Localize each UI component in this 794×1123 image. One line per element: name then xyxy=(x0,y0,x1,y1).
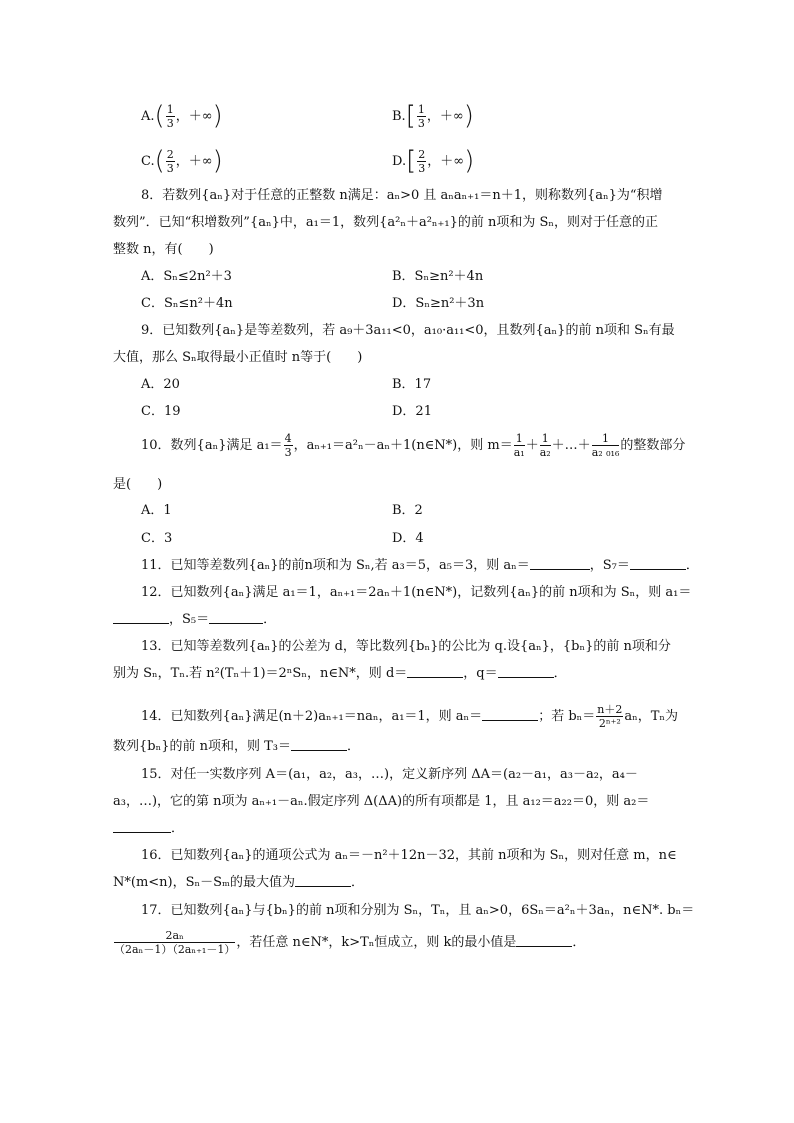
fraction xyxy=(166,149,175,174)
option-label: B. xyxy=(392,109,406,124)
denominator: 2ⁿ⁺² xyxy=(598,717,621,730)
q14-stem-line2 xyxy=(113,738,360,756)
q14-text-post2: ． xyxy=(347,739,361,754)
q17-text-post: ，若任意 n∈N*，k>Tₙ恒成立，则 k的最小值是 xyxy=(236,935,517,950)
q17-stem-line2 xyxy=(113,930,585,955)
answer-blank[interactable] xyxy=(113,820,171,833)
q13-stem-line2 xyxy=(113,665,567,683)
q8-stem-line2: 数列”．已知“积增数列”{aₙ}中，a₁＝1，数列{a²ₙ＋a²ₙ₊₁}的前 n项和为 Sₙ，则对于任意的正 xyxy=(113,215,659,230)
left-bracket: [ xyxy=(406,146,417,176)
q11-text-mid: ，S₇＝ xyxy=(589,558,630,573)
q15-stem-line1: 15．对任一实数序列 A＝(a₁，a₂，a₃，…)，定义新序列 ΔA＝(a₂－a₁，a₃－a₂，a₄－ xyxy=(141,767,638,782)
q10-option-b: B．2 xyxy=(392,503,423,518)
q12-text-post: ． xyxy=(263,612,277,627)
option-rest: ，＋∞ xyxy=(175,154,213,169)
numerator: n＋2 xyxy=(597,703,623,716)
q13-stem-line1: 13．已知等差数列{aₙ}的公差为 d，等比数列{bₙ}的公比为 q.设{aₙ}，{bₙ}的前 n项和分 xyxy=(141,639,671,654)
fraction xyxy=(592,433,620,458)
q8-option-a: A．Sₙ≤2n²＋3 xyxy=(141,269,232,284)
q10-text-pre: 10．数列{aₙ}满足 a₁＝ xyxy=(141,438,283,453)
numerator: 1 xyxy=(417,103,425,116)
fraction xyxy=(417,104,426,129)
q8-stem-line1: 8．若数列{aₙ}对于任意的正整数 n满足：aₙ>0 且 aₙaₙ₊₁＝n＋1，则称数列{aₙ}为“积增 xyxy=(141,188,663,203)
answer-blank[interactable] xyxy=(209,611,263,624)
numerator: 2 xyxy=(166,148,174,161)
answer-blank[interactable] xyxy=(516,934,572,947)
denominator: a₂ xyxy=(539,446,551,459)
denominator: 3 xyxy=(418,162,426,175)
right-paren: ) xyxy=(212,146,223,176)
left-bracket: [ xyxy=(405,101,416,131)
q16-text-post: ． xyxy=(351,875,365,890)
answer-blank[interactable] xyxy=(498,665,554,678)
q14-text-mid: ；若 bₙ＝ xyxy=(538,709,596,724)
option-label: D. xyxy=(392,154,407,169)
q9-option-c: C．19 xyxy=(141,404,181,419)
q11-text-post: ． xyxy=(685,558,699,573)
q10-option-d: D．4 xyxy=(392,531,424,546)
option-label: C. xyxy=(141,154,155,169)
plus-sign: ＋ xyxy=(525,438,539,453)
numerator: 1 xyxy=(166,103,174,116)
denominator: a₁ xyxy=(513,446,525,459)
option-label: A. xyxy=(141,109,155,124)
left-paren: ( xyxy=(154,146,165,176)
q10-stem-line1 xyxy=(141,433,685,458)
q10-stem-line2: 是( ) xyxy=(113,477,163,492)
q7-option-a xyxy=(141,101,223,131)
q7-option-d xyxy=(392,146,475,176)
q16-stem-line2 xyxy=(113,874,364,892)
q9-option-a: A．20 xyxy=(141,377,180,392)
q14-text-pre: 14．已知数列{aₙ}满足(n＋2)aₙ₊₁＝naₙ，a₁＝1，则 aₙ＝ xyxy=(141,709,483,724)
numerator: 1 xyxy=(541,432,549,445)
answer-blank[interactable] xyxy=(113,611,169,624)
q14-stem-line1 xyxy=(141,704,678,729)
fraction xyxy=(166,104,175,129)
q7-option-c xyxy=(141,146,223,176)
numerator: 1 xyxy=(515,432,523,445)
denominator: 3 xyxy=(284,446,292,459)
q12-text-mid: ，S₅＝ xyxy=(169,612,210,627)
q9-stem-line1: 9．已知数列{aₙ}是等差数列，若 a₉＋3a₁₁<0，a₁₀·a₁₁<0，且数列{aₙ}的前 n项和 Sₙ有最 xyxy=(141,323,675,338)
q15-stem-line2: a₃，…)，它的第 n项为 aₙ₊₁－aₙ.假定序列 Δ(ΔA)的所有项都是 1，且 a₁₂＝a₂₂＝0，则 a₂＝ xyxy=(113,794,650,809)
numerator: 2 xyxy=(418,148,426,161)
right-paren: ) xyxy=(212,101,223,131)
q12-stem-line1: 12．已知数列{aₙ}满足 a₁＝1，aₙ₊₁＝2aₙ＋1(n∈N*)，记数列{aₙ}的前 n项和为 Sₙ，则 a₁＝ xyxy=(141,585,692,600)
left-paren: ( xyxy=(154,101,165,131)
q16-stem-line1: 16．已知数列{aₙ}的通项公式为 aₙ＝－n²＋12n－32，其前 n项和为 Sₙ，则对任意 m，n∈ xyxy=(141,848,677,863)
q12-stem-line2 xyxy=(113,611,276,629)
q13-text-pre: 别为 Sₙ，Tₙ.若 n²(Tₙ＋1)＝2ⁿSₙ，n∈N*，则 d＝ xyxy=(113,666,408,681)
option-rest: ，＋∞ xyxy=(175,109,213,124)
q8-option-c: C．Sₙ≤n²＋4n xyxy=(141,296,233,311)
q10-option-c: C．3 xyxy=(141,531,173,546)
answer-blank[interactable] xyxy=(407,665,463,678)
q10-text-post: 的整数部分 xyxy=(620,438,686,453)
q14-text-pre2: 数列{bₙ}的前 n项和，则 T₃＝ xyxy=(113,739,292,754)
q9-option-d: D．21 xyxy=(392,404,432,419)
numerator: 4 xyxy=(284,432,292,445)
denominator: 3 xyxy=(166,117,174,130)
q14-text-post: aₙ，Tₙ为 xyxy=(624,709,679,724)
answer-blank[interactable] xyxy=(630,557,686,570)
fraction xyxy=(540,433,551,458)
denominator: 3 xyxy=(166,162,174,175)
denominator: （2aₙ－1）（2aₙ₊₁－1） xyxy=(114,943,236,956)
q9-stem-line2: 大值，那么 Sₙ取得最小正值时 n等于( ) xyxy=(113,350,363,365)
q15-stem-line3 xyxy=(113,820,184,838)
right-paren: ) xyxy=(464,146,475,176)
numerator: 1 xyxy=(592,433,620,446)
q11-stem xyxy=(141,557,699,575)
fraction xyxy=(514,433,525,458)
q17-text-end: ． xyxy=(572,935,586,950)
q17-stem-line1: 17．已知数列{aₙ}与{bₙ}的前 n项和分别为 Sₙ，Tₙ，且 aₙ>0，6Sₙ＝a²ₙ＋3aₙ，n∈N*. bₙ＝ xyxy=(141,903,695,918)
q10-option-a: A．1 xyxy=(141,503,172,518)
q16-text-pre: N*(m<n)，Sₙ－Sₘ的最大值为 xyxy=(113,875,296,890)
right-paren: ) xyxy=(463,101,474,131)
q9-option-b: B．17 xyxy=(392,377,432,392)
answer-blank[interactable] xyxy=(291,738,347,751)
q7-option-b xyxy=(392,101,474,131)
fraction xyxy=(417,149,426,174)
q13-text-mid: ，q＝ xyxy=(463,666,498,681)
numerator: 2aₙ xyxy=(114,930,235,943)
q8-option-d: D．Sₙ≥n²＋3n xyxy=(392,296,485,311)
fraction xyxy=(284,433,293,458)
ellipsis: ＋…＋ xyxy=(551,438,591,453)
q8-option-b: B．Sₙ≥n²＋4n xyxy=(392,269,484,284)
q15-text-post: ． xyxy=(171,821,185,836)
fraction xyxy=(596,704,623,729)
denominator: a₂ ₀₁₆ xyxy=(591,446,620,459)
fraction xyxy=(114,930,235,955)
q8-stem-line3: 整数 n，有( ) xyxy=(113,242,214,257)
denominator: 3 xyxy=(417,117,425,130)
option-rest: ，＋∞ xyxy=(427,154,465,169)
answer-blank[interactable] xyxy=(295,874,351,887)
answer-blank[interactable] xyxy=(482,708,538,721)
answer-blank[interactable] xyxy=(530,557,590,570)
q13-text-post: ． xyxy=(553,666,567,681)
q11-text-pre: 11．已知等差数列{aₙ}的前n项和为 Sₙ,若 a₃＝5，a₅＝3，则 aₙ＝ xyxy=(141,558,530,573)
q10-text-mid: ，aₙ₊₁＝a²ₙ－aₙ＋1(n∈N*)，则 m＝ xyxy=(293,438,513,453)
option-rest: ，＋∞ xyxy=(426,109,464,124)
